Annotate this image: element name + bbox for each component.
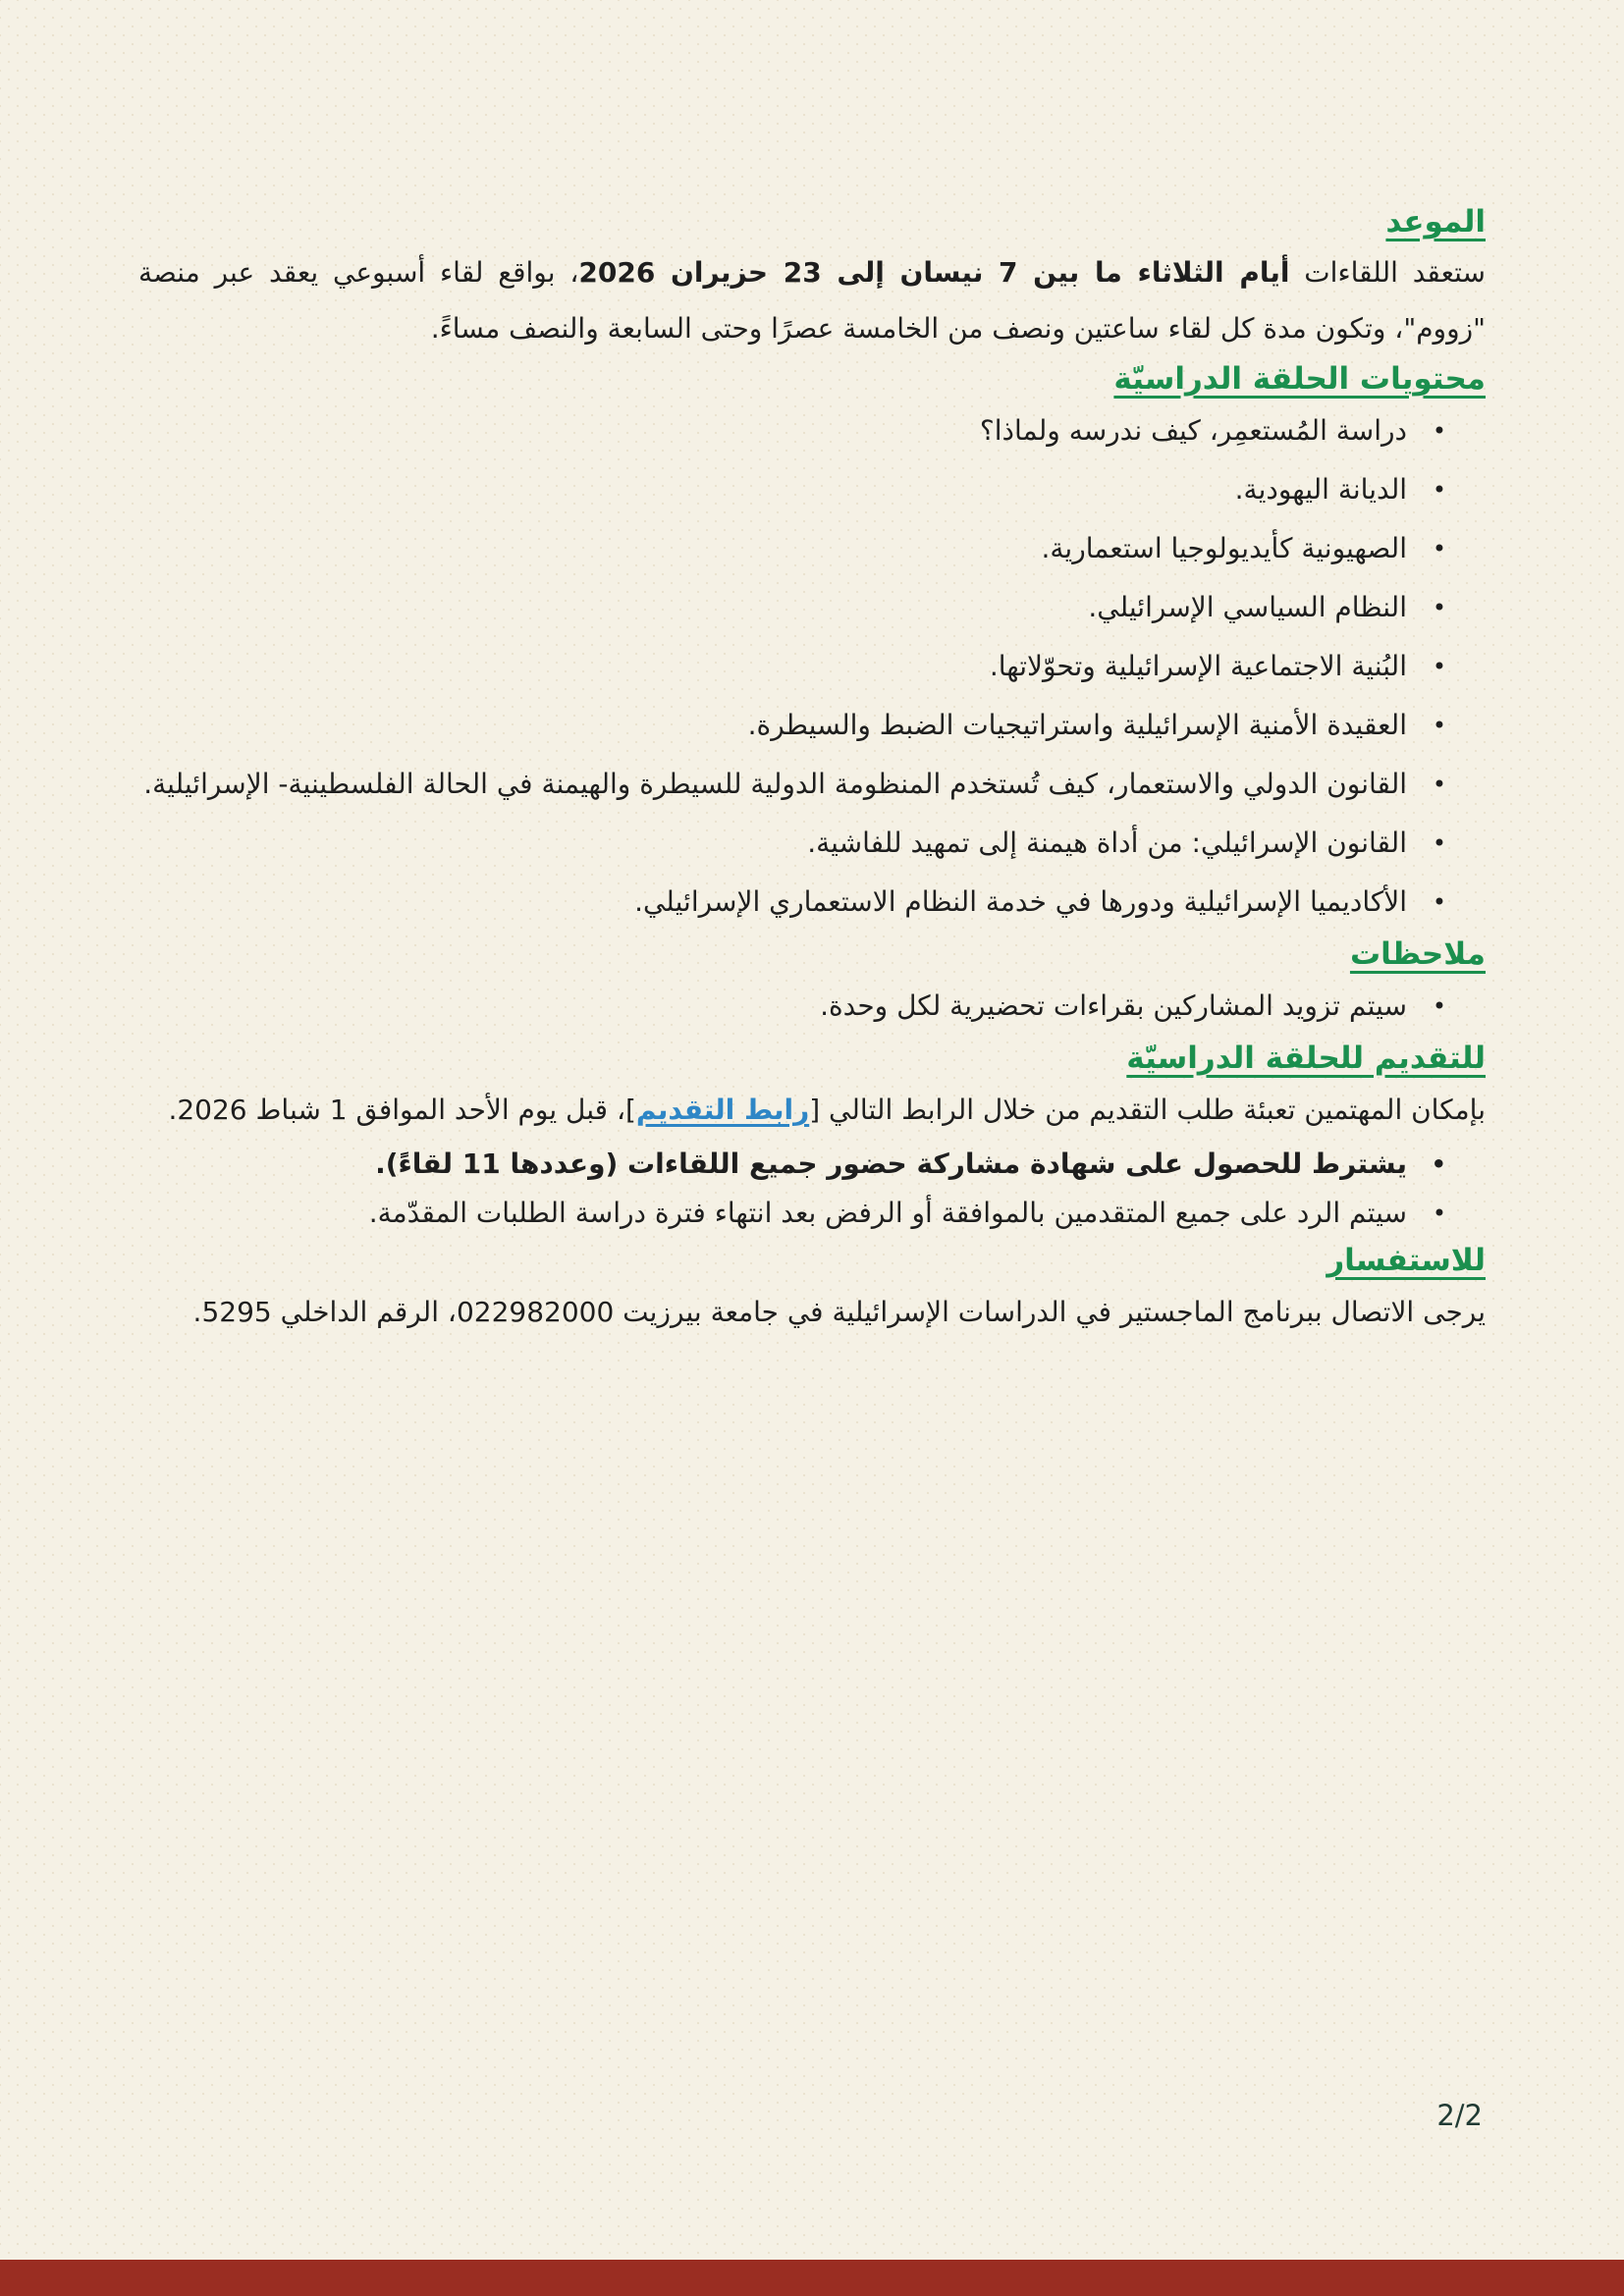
list-item: • الأكاديميا الإسرائيلية ودورها في خدمة النظام الاستعماري الإسرائيلي.: [138, 873, 1486, 932]
inquiry-paragraph: يرجى الاتصال ببرنامج الماجستير في الدراسات الإسرائيلية في جامعة بيرزيت 022982000، الرقم الداخلي 5295.: [192, 1296, 1486, 1328]
schedule-text-prefix: ستعقد اللقاءات: [1289, 256, 1486, 289]
apply-conditions-list: [138, 1140, 1486, 1238]
notes-list: [138, 977, 1486, 1036]
list-item: • البُنية الاجتماعية الإسرائيلية وتحوّلاتها.: [138, 637, 1486, 696]
apply-paragraph: [138, 1081, 1486, 1140]
page-number: 2/2: [1436, 2099, 1483, 2132]
schedule-text-suffix: ، بواقع لقاء أسبوعي يعقد عبر منصة "زووم"، وتكون مدة كل لقاء ساعتين ونصف من الخامسة عصرًا وحتى السابعة والنصف مساءً.: [138, 256, 1486, 345]
document-content: [138, 199, 1486, 1342]
application-link[interactable]: رابط التقديم: [635, 1094, 810, 1126]
section-heading-schedule: الموعد: [1385, 204, 1486, 240]
section-heading-apply: للتقديم للحلقة الدراسيّة: [1126, 1041, 1486, 1076]
list-item: • القانون الدولي والاستعمار، كيف تُستخدم المنظومة الدولية للسيطرة والهيمنة في الحالة الفلسطينية- الإسرائيلية.: [138, 755, 1486, 814]
list-item-certificate-condition: • يشترط للحصول على شهادة مشاركة حضور جميع اللقاءات (وعددها 11 لقاءً).: [138, 1140, 1486, 1189]
list-item: • سيتم تزويد المشاركين بقراءات تحضيرية لكل وحدة.: [138, 977, 1486, 1036]
list-item: • النظام السياسي الإسرائيلي.: [138, 578, 1486, 637]
schedule-paragraph: [138, 244, 1486, 356]
contents-list: [138, 401, 1486, 932]
section-heading-notes: ملاحظات: [1349, 936, 1486, 972]
list-item: • الديانة اليهودية.: [138, 460, 1486, 519]
list-item-response-note: • سيتم الرد على جميع المتقدمين بالموافقة أو الرفض بعد انتهاء فترة دراسة الطلبات المقدّمة.: [138, 1189, 1486, 1238]
section-heading-inquiry: للاستفسار: [1326, 1243, 1486, 1278]
list-item: • دراسة المُستعمِر، كيف ندرسه ولماذا؟: [138, 401, 1486, 460]
section-heading-contents: محتويات الحلقة الدراسيّة: [1113, 361, 1486, 397]
schedule-dates-bold: أيام الثلاثاء ما بين 7 نيسان إلى 23 حزيران 2026: [578, 256, 1290, 289]
list-item: • الصهيونية كأيديولوجيا استعمارية.: [138, 519, 1486, 578]
list-item: • العقيدة الأمنية الإسرائيلية واستراتيجيات الضبط والسيطرة.: [138, 696, 1486, 755]
apply-text-after-link: ]، قبل يوم الأحد الموافق 1 شباط 2026.: [168, 1094, 636, 1126]
footer-bar: [0, 2260, 1624, 2296]
apply-text-before-link: بإمكان المهتمين تعبئة طلب التقديم من خلال الرابط التالي [: [809, 1094, 1486, 1126]
list-item: • القانون الإسرائيلي: من أداة هيمنة إلى تمهيد للفاشية.: [138, 814, 1486, 873]
